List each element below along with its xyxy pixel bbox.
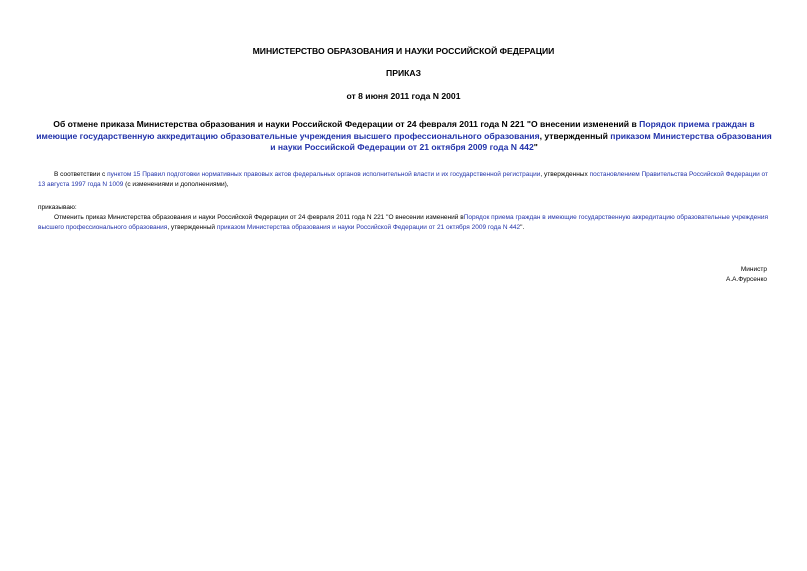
preamble-text-2: , утвержденных <box>540 171 590 178</box>
document-title <box>34 119 774 154</box>
ministry-heading: МИНИСТЕРСТВО ОБРАЗОВАНИЯ И НАУКИ РОССИЙСКОЙ ФЕДЕРАЦИИ <box>252 46 555 56</box>
signature-name: А.А.Фурсенко <box>725 276 767 283</box>
preamble-paragraph <box>38 170 768 190</box>
preamble-text-3: (с изменениями и дополнениями), <box>123 181 229 189</box>
preamble-link-rules-point-15[interactable]: пунктом 15 Правил подготовки нормативных правовых актов федеральных органов исполнительной власти и их государственной регистрации <box>107 171 541 178</box>
title-link-order-442[interactable]: приказом Министерства образования и науки Российской Федерации от 21 октября 2009 года N 442 <box>270 130 772 153</box>
operative-text-2: , утвержденный <box>167 224 217 232</box>
operative-link-order-442[interactable]: приказом Министерства образования и науки Российской Федерации от 21 октября 2009 года N 442 <box>216 224 521 232</box>
title-text-3: " <box>533 142 538 153</box>
operative-link-admission-rules[interactable]: Порядок приема граждан в имеющие государственную аккредитацию образовательные учреждения высшего профессионального образования <box>38 214 769 232</box>
document-date: от 8 июня 2011 года N 2001 <box>346 91 461 101</box>
preamble-text-1: В соответствии с <box>54 171 108 178</box>
decree-word: приказываю: <box>38 204 77 211</box>
title-text-1: Об отмене приказа Министерства образования и науки Российской Федерации от 24 февраля 2011 года N 221 "О внесении изменений в <box>53 119 640 129</box>
signature-title: Министр <box>740 266 767 273</box>
title-text-2: , утвержденный <box>539 130 611 141</box>
preamble-link-government-resolution[interactable]: постановлением Правительства Российской Федерации от 13 августа 1997 года N 1009 <box>38 171 768 189</box>
operative-paragraph <box>38 213 768 233</box>
operative-text-3: ". <box>520 224 525 232</box>
title-link-admission-rules[interactable]: Порядок приема граждан в имеющие государственную аккредитацию образовательные учреждения высшего профессионального образования <box>36 119 755 141</box>
document-type: ПРИКАЗ <box>386 68 421 78</box>
operative-text-1: Отменить приказ Министерства образования и науки Российской Федерации от 24 февраля 2011 года N 221 "О внесении изменений в <box>54 214 464 221</box>
